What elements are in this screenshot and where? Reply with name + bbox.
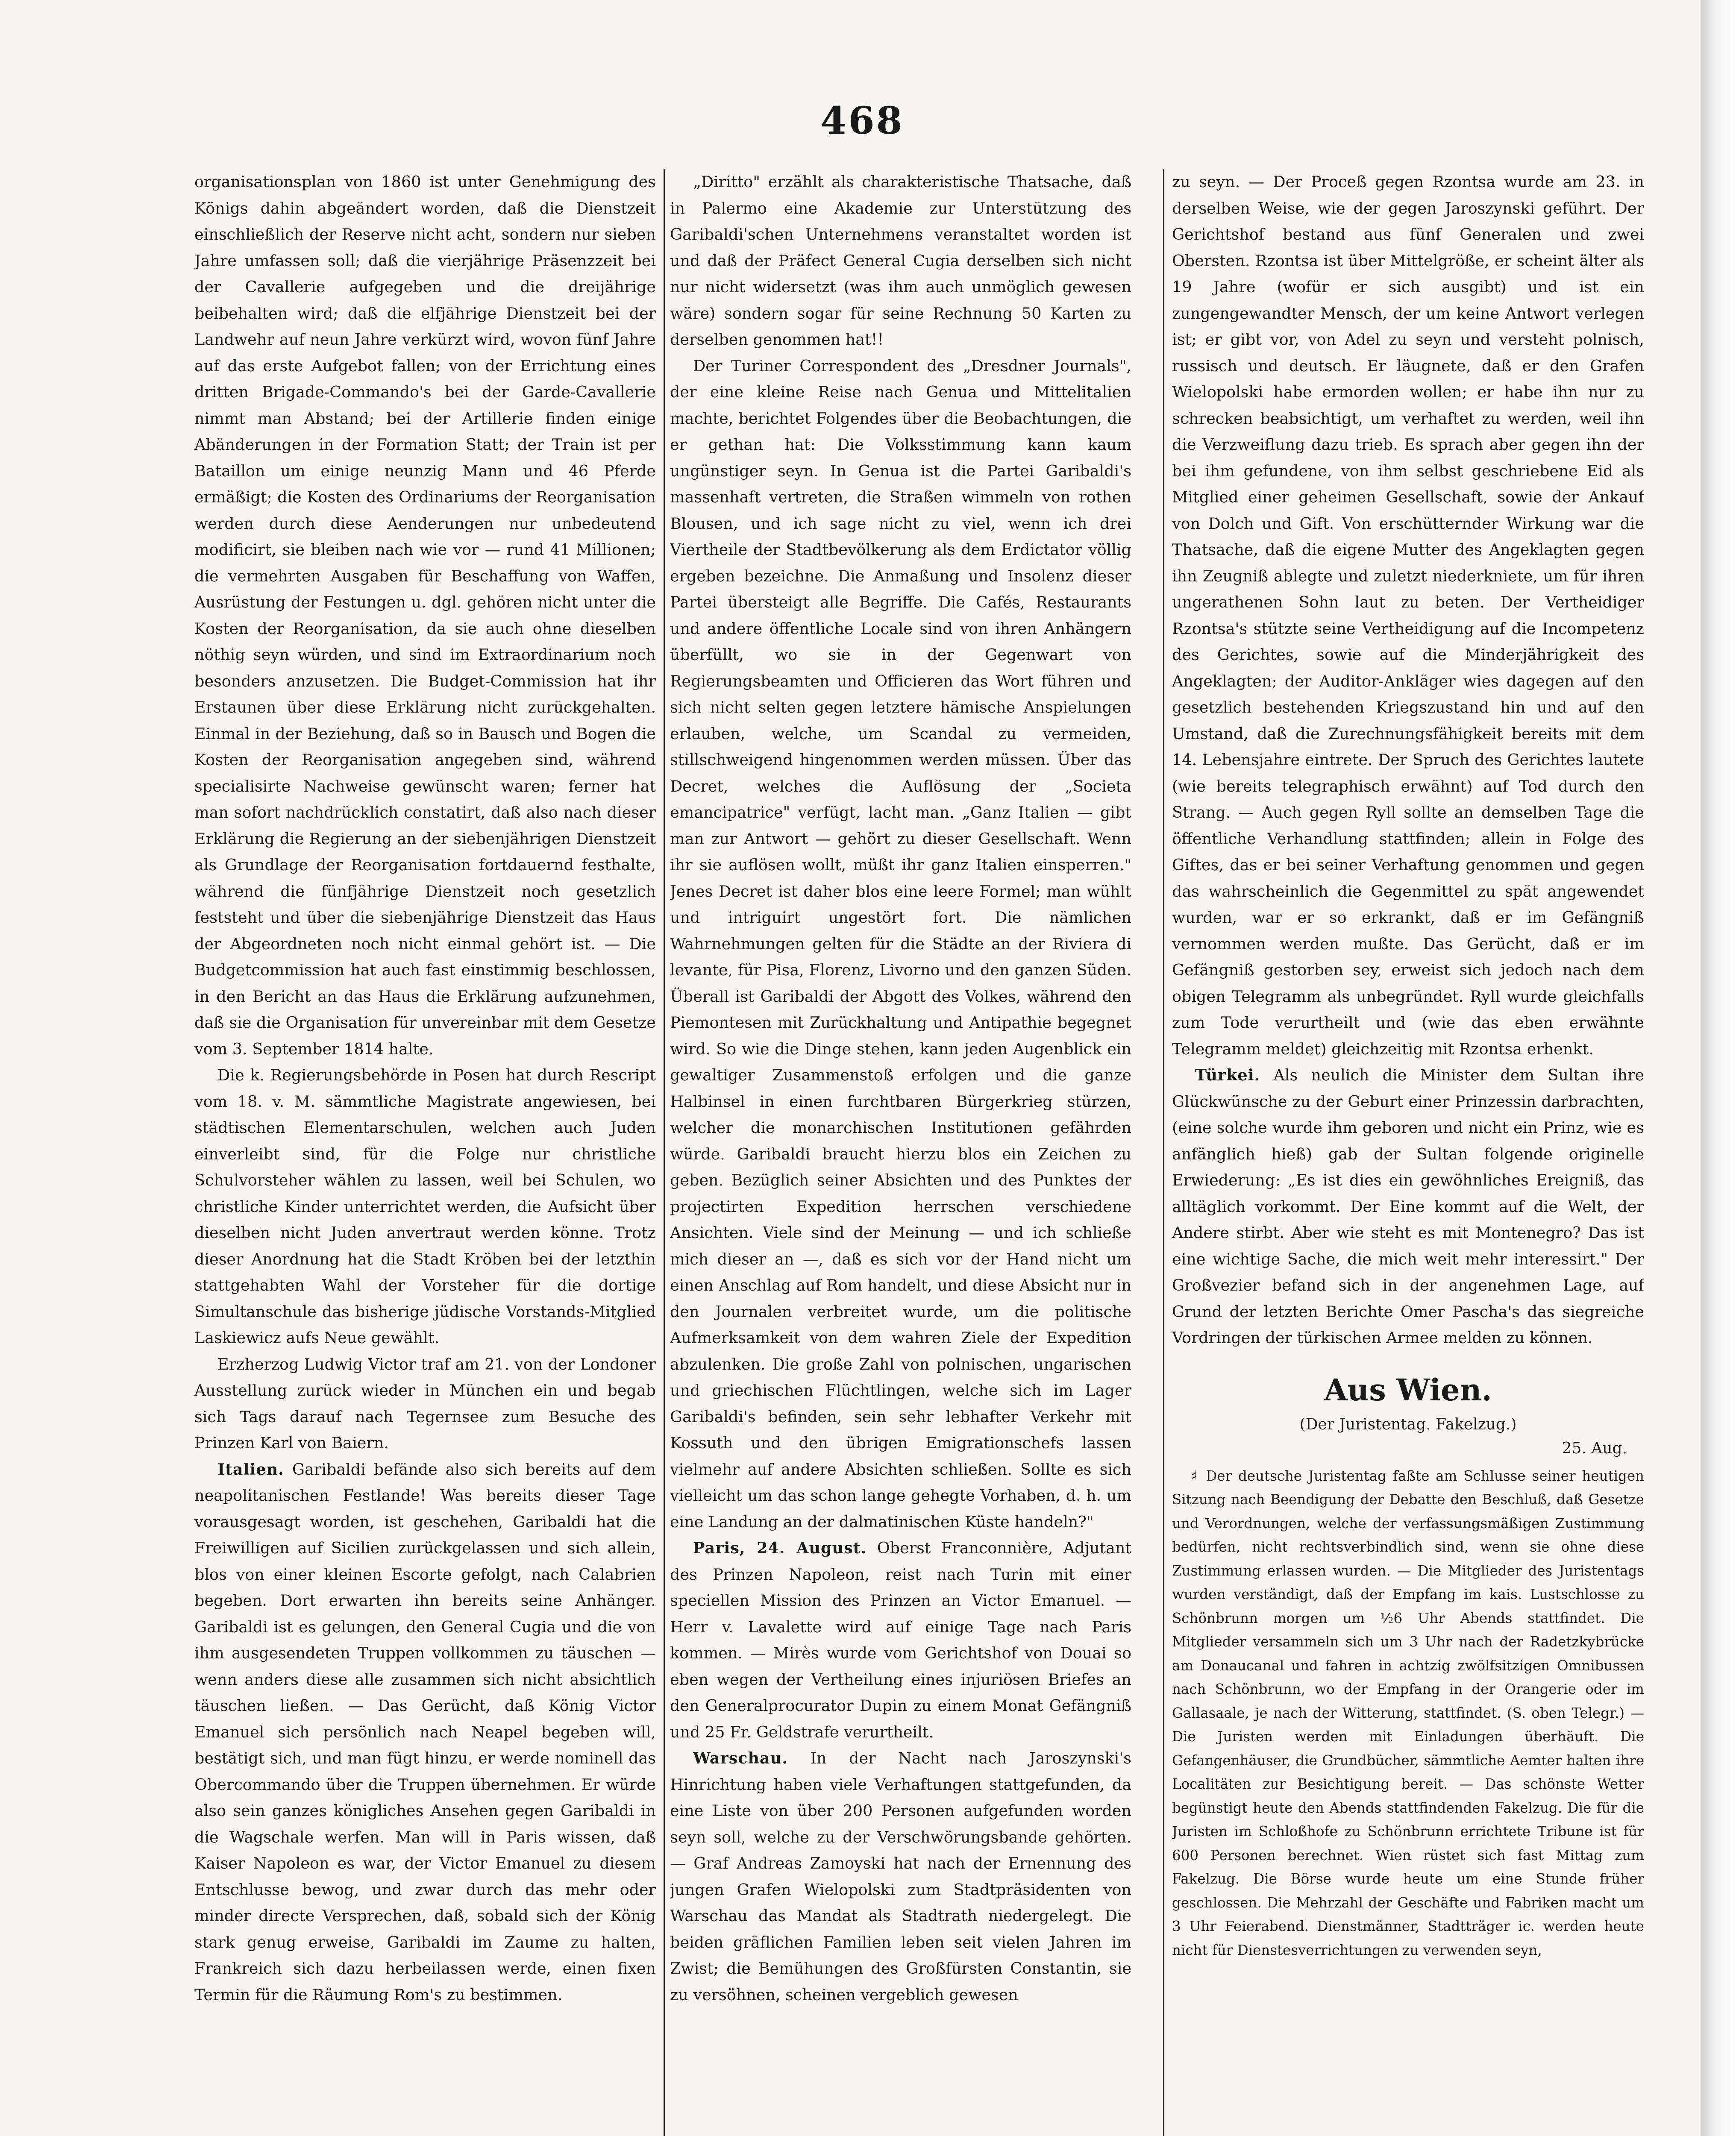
paragraph-paris	[670, 1535, 1131, 1745]
wien-report	[1172, 1464, 1644, 1963]
paragraph-text: Oberst Franconnière, Adjutant des Prinzen Napoleon, reist nach Turin mit einer speciellen Mission des Prinzen an Victor Emanuel. — Herr v. Lavalette wird auf einige Tage nach Paris kommen. — Mirès wurde vom Gerichtshof von Douai so eben wegen der Vertheilung eines injuriösen Briefes an den Generalprocurator Dupin zu einem Monat Gefängniß und 25 Fr. Geldstrafe verurtheilt.	[670, 1539, 1131, 1741]
paragraph-text: Als neulich die Minister dem Sultan ihre Glückwünsche zu der Geburt einer Prinzessin darbrachten, (eine solche wurde ihm geboren und nicht ein Prinz, wie es anfänglich hieß) gab der Sultan folgende originelle Erwiederung: „Es ist dies ein gewöhnliches Ereigniß, das alltäglich vorkommt. Der Eine kommt auf die Welt, der Andere stirbt. Aber wie steht es mit Montenegro? Das ist eine wichtige Sache, die mich weit mehr interessirt." Der Großvezier befand sich in der angenehmen Lage, auf Grund der letzten Berichte Omer Pascha's das siegreiche Vordringen der türkischen Armee melden zu können.	[1172, 1066, 1644, 1347]
paragraph-rzontsa-trial: zu seyn. — Der Proceß gegen Rzontsa wurde am 23. in derselben Weise, wie der gegen Jaroszynski geführt. Der Gerichtshof bestand aus fünf Generalen und zwei Obersten. Rzontsa ist über Mittelgröße, er scheint älter als 19 Jahre (wofür er sich ausgibt) und ist ein zungengewandter Mensch, der um keine Antwort verlegen ist; er gibt vor, von Adel zu seyn und versteht polnisch, russisch und deutsch. Er läugnete, daß er den Grafen Wielopolski habe ermorden wollen; er habe ihn nur zu schrecken beabsichtigt, um verhaftet zu werden, weil ihn die Verzweiflung dazu trieb. Es sprach aber gegen ihn der bei ihm gefundene, von ihm selbst geschriebene Eid als Mitglied einer geheimen Gesellschaft, sowie der Ankauf von Dolch und Gift. Von erschütternder Wirkung war die Thatsache, daß die eigene Mutter des Angeklagten gegen ihn Zeugniß ablegte und zuletzt niederkniete, um für ihren ungerathenen Sohn laut zu beten. Der Vertheidiger Rzontsa's stützte seine Vertheidigung auf die Incompetenz des Gerichtes, sowie auf die Minderjährigkeit des Angeklagten; der Auditor-Ankläger wies dagegen auf den gesetzlich bestehenden Kriegszustand hin und auf den Umstand, daß die Zurechnungsfähigkeit bereits mit dem 14. Lebensjahre eintrete. Der Spruch des Gerichtes lautete (wie bereits telegraphisch erwähnt) auf Tod durch den Strang. — Auch gegen Ryll sollte an demselben Tage die öffentliche Verhandlung stattfinden; allein in Folge des Giftes, das er bei seiner Verhaftung genommen und gegen das wahrscheinlich die Gegenmittel zu spät angewendet wurden, war er so erkrankt, daß er im Gefängniß vernommen werden mußte. Das Gerücht, daß er im Gefängniß gestorben sey, erweist sich jedoch nach dem obigen Telegramm als unbegründet. Ryll wurde gleichfalls zum Tode verurtheilt und (wie das eben erwähnte Telegramm meldet) gleichzeitig mit Rzontsa erhenkt.	[1172, 173, 1644, 1058]
paragraph-turin-correspondent: Der Turiner Correspondent des „Dresdner Journals", der eine kleine Reise nach Genua und Mittelitalien machte, berichtet Folgendes über die Beobachtungen, die er gethan hat: Die Volksstimmung kann kaum ungünstiger seyn. In Genua ist die Partei Garibaldi's massenhaft vertreten, die Straßen wimmeln von rothen Blousen, und ich sage nicht zu viel, wenn ich drei Viertheile der Stadtbevölkerung als dem Erdictator völlig ergeben bezeichne. Die Anmaßung und Insolenz dieser Partei übersteigt alle Begriffe. Die Cafés, Restaurants und andere öffentliche Locale sind von ihren Anhängern überfüllt, wo sie in der Gegenwart von Regierungsbeamten und Officieren das Wort führen und sich nicht selten gegen letztere hämische Anspielungen erlauben, welche, um Scandal zu vermeiden, stillschweigend hingenommen werden müssen. Über das Decret, welches die Auflösung der „Societa emancipatrice" verfügt, lacht man. „Ganz Italien — gibt man zur Antwort — gehört zu dieser Gesellschaft. Wenn ihr sie auflösen wollt, müßt ihr ganz Italien einsperren." Jenes Decret ist daher blos eine leere Formel; man wühlt und intriguirt ungestört fort. Die nämlichen Wahrnehmungen gelten für die Städte an der Riviera di levante, für Pisa, Florenz, Livorno und den ganzen Süden. Überall ist Garibaldi der Abgott des Volkes, während den Piemontesen mit Zurückhaltung und Antipathie begegnet wird. So wie die Dinge stehen, kann jeden Augenblick ein gewaltiger Zusammenstoß erfolgen und die ganze Halbinsel in einen furchtbaren Bürgerkrieg stürzen, welcher die monarchischen Institutionen gefährden würde. Garibaldi braucht hierzu blos ein Zeichen zu geben. Bezüglich seiner Absichten und des Punktes der projectirten Expedition herrschen verschiedene Ansichten. Viele sind der Meinung — und ich schließe mich dieser an —, daß es sich vor der Hand nicht um einen Anschlag auf Rom handelt, und diese Absicht nur in den Journalen verbreitet wurde, um die politische Aufmerksamkeit von dem wahren Ziele der Expedition abzulenken. Die große Zahl von polnischen, ungarischen und griechischen Flüchtlingen, welche sich im Lager Garibaldi's befinden, sein sehr lebhafter Verkehr mit Kossuth und den übrigen Emigrationschefs lassen vielmehr auf andere Absichten schließen. Sollte es sich vielleicht um das schon lange gehegte Vorhaben, d. h. um eine Landung an der dalmatinischen Küste handeln?"	[670, 356, 1131, 1531]
column-left	[194, 169, 656, 2136]
paragraph-text: Der deutsche Juristentag faßte am Schlusse seiner heutigen Sitzung nach Beendigung der Debatte den Beschluß, daß Gesetze und Verordnungen, welche der verfassungsmäßigen Zustimmung bedürfen, nicht rechtsverbindlich sind, wenn sie ohne diese Zustimmung erlassen wurden. — Die Mitglieder des Juristentags wurden verständigt, daß der Empfang im kais. Lustschlosse zu Schönbrunn morgen um ½6 Uhr Abends stattfindet. Die Mitglieder versammeln sich um 3 Uhr nach der Radetzkybrücke am Donaucanal und fahren in achtzig zwölfsitzigen Omnibussen nach Schönbrunn, wo der Empfang in der Orangerie oder im Gallasaale, je nach der Witterung, stattfindet. (S. oben Telegr.) — Die Juristen werden mit Einladungen überhäuft. Die Gefangenhäuser, die Grundbücher, sämmtliche Aemter halten ihre Localitäten zur Besichtigung bereit. — Das schönste Wetter begünstigt heute den Abends stattfindenden Fakelzug. Die für die Juristen im Schloßhofe zu Schönbrunn errichtete Tribune ist für 600 Personen berechnet. Wien rüstet sich fast Mittag zum Fakelzug. Die Börse wurde heute um eine Stunde früher geschlossen. Die Mehrzahl der Geschäfte und Fabriken macht um 3 Uhr Feierabend. Dienstmänner, Stadtträger ic. werden heute nicht für Dienstesverrichtungen zu verwenden seyn,	[1172, 1467, 1644, 1958]
paragraph-tuerkei	[1172, 1062, 1644, 1351]
column-rule	[664, 169, 665, 2136]
paragraph-warschau	[670, 1745, 1131, 2008]
section-keyword-italien: Italien.	[217, 1460, 284, 1479]
paragraph-italien	[194, 1456, 656, 2008]
paragraph-archduke-ludwig-victor: Erzherzog Ludwig Victor traf am 21. von der Londoner Ausstellung zurück wieder in München ein und begab sich Tags darauf nach Tegernsee zum Besuche des Prinzen Karl von Baiern.	[194, 1355, 656, 1452]
dateline-paris: Paris, 24. August.	[693, 1539, 867, 1557]
column-middle	[670, 169, 1131, 2136]
correspondent-mark-icon: ♯	[1191, 1467, 1200, 1484]
page-edge	[1701, 0, 1736, 2136]
column-right	[1172, 169, 1644, 2136]
page-number: 468	[820, 98, 904, 143]
section-date: 25. Aug.	[1562, 1439, 1627, 1457]
section-subtitle: (Der Juristentag. Fakelzug.)	[1299, 1415, 1517, 1433]
section-title-aus-wien: Aus Wien.	[1324, 1372, 1492, 1408]
paragraph-diritto: „Diritto" erzählt als charakteristische Thatsache, daß in Palermo eine Akademie zur Unterstützung des Garibaldi'schen Unternehmens veranstaltet worden ist und daß der Präfect General Cugia derselben sich nicht nur nicht widersetzt (was ihm auch unmöglich gewesen wäre) sondern sogar für seine Rechnung 50 Karten zu derselben genommen hat!!	[670, 173, 1131, 349]
paragraph-juristentag	[1172, 1464, 1644, 1963]
dateline-warschau: Warschau.	[693, 1749, 788, 1767]
paragraph-text: Garibaldi befände also sich bereits auf dem neapolitanischen Festlande! Was bereits dieser Tage vorausgesagt worden, ist geschehen, Garibaldi hat die Freiwilligen auf Sicilien zurückgelassen und sich allein, blos von einer kleinen Escorte gefolgt, nach Calabrien begeben. Dort erwarten ihn bereits seine Anhänger. Garibaldi ist es gelungen, den General Cugia und die von ihm ausgesendeten Truppen vollkommen zu täuschen — wenn anders diese alle zusammen sich nicht absichtlich täuschen ließen. — Das Gerücht, daß König Victor Emanuel sich persönlich nach Neapel begeben will, bestätigt sich, und man fügt hinzu, er werde nominell das Obercommando über die Truppen übernehmen. Er würde also sein ganzes königliches Ansehen gegen Garibaldi in die Wagschale werfen. Man will in Paris wissen, daß Kaiser Napoleon es war, der Victor Emanuel zu diesem Entschlusse bewog, und zwar durch das mehr oder minder directe Versprechen, daß, sobald sich der König stark genug erweise, Garibaldi im Zaume zu halten, Frankreich sich dazu herbeilassen werde, einen fixen Termin für die Räumung Rom's zu bestimmen.	[194, 1460, 656, 2004]
paragraph-army-reorganisation: organisationsplan von 1860 ist unter Genehmigung des Königs dahin abgeändert worden, daß die Dienstzeit einschließlich der Reserve nicht acht, sondern nur sieben Jahre umfassen soll; daß die vierjährige Präsenzzeit bei der Cavallerie aufgegeben und die dreijährige beibehalten wird; daß die elfjährige Dienstzeit bei der Landwehr auf neun Jahre verkürzt wird, wovon fünf Jahre auf das erste Aufgebot fallen; von der Errichtung eines dritten Brigade-Commando's bei der Garde-Cavallerie nimmt man Abstand; bei der Artillerie finden einige Abänderungen in der Formation Statt; der Train ist per Bataillon um einige neunzig Mann und 46 Pferde ermäßigt; die Kosten des Ordinariums der Reorganisation werden durch diese Aenderungen nur unbedeutend modificirt, sie bleiben nach wie vor — rund 41 Millionen; die vermehrten Ausgaben für Beschaffung von Waffen, Ausrüstung der Festungen u. dgl. gehören nicht unter die Kosten der Reorganisation, da sie auch ohne dieselben nöthig seyn würden, und sind im Extraordinarium noch besonders anzusetzen. Die Budget-Commission hat ihr Erstaunen über diese Erklärung nicht zurückgehalten. Einmal in der Beziehung, daß so in Bausch und Bogen die Kosten der Reorganisation angegeben sind, während specialisirte Nachweise gewünscht waren; ferner hat man sofort nachdrücklich constatirt, daß also nach dieser Erklärung die Regierung an der siebenjährigen Dienstzeit als Grundlage der Reorganisation fortdauernd festhalte, während die fünfjährige Dienstzeit noch gesetzlich feststeht und über die siebenjährige Dienstzeit das Haus der Abgeordneten noch nicht einmal gehört ist. — Die Budgetcommission hat auch fast einstimmig beschlossen, in den Bericht an das Haus die Erklärung aufzunehmen, daß sie die Organisation für unvereinbar mit dem Gesetze vom 3. September 1814 halte.	[194, 173, 656, 1058]
paragraph-text: In der Nacht nach Jaroszynski's Hinrichtung haben viele Verhaftungen stattgefunden, da eine Liste von über 200 Personen aufgefunden worden seyn soll, welche zu der Verschwörungsbande gehörten. — Graf Andreas Zamoyski hat nach der Ernennung des jungen Grafen Wielopolski zum Stadtpräsidenten von Warschau das Mandat als Stadtrath niedergelegt. Die beiden gräflichen Familien leben seit vielen Jahren im Zwist; die Bemühungen des Großfürsten Constantin, sie zu versöhnen, scheinen vergeblich gewesen	[670, 1749, 1131, 2004]
column-rule	[1163, 169, 1164, 2136]
paragraph-posen-schools: Die k. Regierungsbehörde in Posen hat durch Rescript vom 18. v. M. sämmtliche Magistrate angewiesen, bei städtischen Elementarschulen, welchen auch Juden einverleibt sind, für die Folge nur christliche Schulvorsteher wählen zu lassen, weil bei Schulen, wo christliche Kinder unterrichtet werden, die Aufsicht über dieselben nicht Juden anvertraut werden könne. Trotz dieser Anordnung hat die Stadt Kröben bei der letzthin stattgehabten Wahl der Vorsteher für die dortige Simultanschule das bisherige jüdische Vorstands-Mitglied Laskiewicz aufs Neue gewählt.	[194, 1066, 656, 1347]
section-keyword-tuerkei: Türkei.	[1195, 1066, 1260, 1084]
